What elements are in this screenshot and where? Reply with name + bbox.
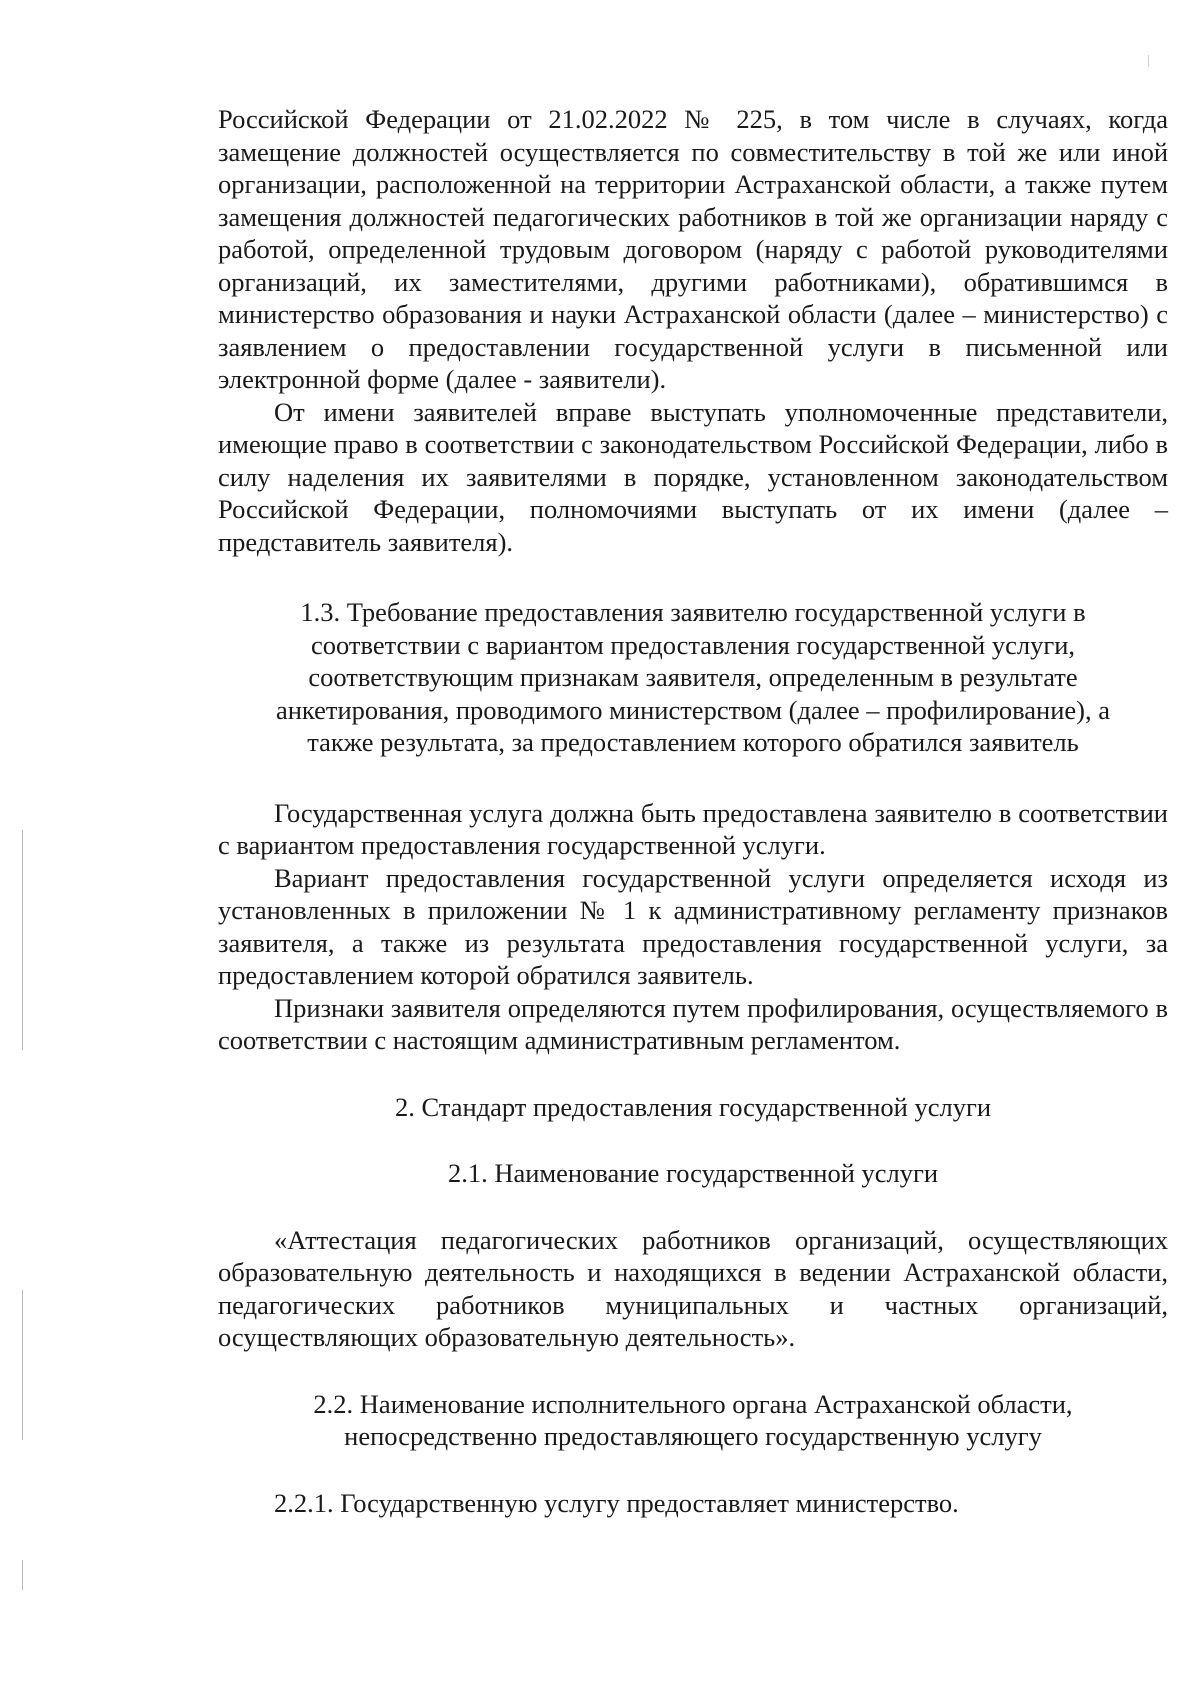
section-heading-2-2: 2.2. Наименование исполнительного органа Астраханской области, непосредственно предоставляющего государственную услугу (313, 1388, 1073, 1451)
margin-binding-line (22, 1290, 23, 1440)
section-heading-1-3: 1.3. Требование предоставления заявителю государственной услуги в соответствии с вариантом предоставления государственной услуги, соответствующим признакам заявителя, определенным в результате анкетирования, проводимого министерством (далее – профилирование), а также результата, за предоставлением которого обратился заявитель (275, 597, 1111, 757)
margin-binding-line (22, 1560, 23, 1590)
paragraph-applicant-attributes: Признаки заявителя определяются путем профилирования, осуществляемого в соответствии с настоящим административным регламентом. (218, 992, 1168, 1055)
margin-binding-line (22, 830, 23, 1050)
paragraph-representatives: От имени заявителей вправе выступать уполномоченные представители, имеющие право в соответствии с законодательством Российской Федерации, либо в силу наделения их заявителями в порядке, установленном законодательством Российской Федерации, полномочиями выступать от их имени (далее – представитель заявителя). (218, 396, 1168, 557)
document-body (218, 103, 1168, 1519)
paragraph-service-variant: Государственная услуга должна быть предоставлена заявителю в соответствии с вариантом предоставления государственной услуги. (218, 797, 1168, 860)
section-heading-2-1: 2.1. Наименование государственной услуги (447, 1158, 939, 1188)
paragraph-2-2-1: 2.2.1. Государственную услугу предоставляет министерство. (274, 1487, 959, 1518)
paragraph-service-name: «Аттестация педагогических работников организаций, осуществляющих образовательную деятельность и находящихся в ведении Астраханской области, педагогических работников муниципальных и частных организаций, осуществляющих образовательную деятельность». (218, 1224, 1168, 1352)
paragraph-variant-determination: Вариант предоставления государственной услуги определяется исходя из установленных в приложении № 1 к административному регламенту признаков заявителя, а также из результата предоставления государственной услуги, за предоставлением которой обратился заявитель. (218, 862, 1168, 990)
section-heading-2: 2. Стандарт предоставления государственной услуги (394, 1091, 992, 1122)
scan-mark (1148, 55, 1149, 67)
paragraph-applicants: Российской Федерации от 21.02.2022 № 225, в том числе в случаях, когда замещение должностей осуществляется по совместительству в той же или иной организации, расположенной на территории Астраханской области, а также путем замещения должностей педагогических работников в той же организации наряду с работой, определенной трудовым договором (наряду с работой руководителями организаций, их заместителями, другими работниками), обратившимся в министерство образования и науки Астраханской области (далее – министерство) с заявлением о предоставлении государственной услуги в письменной или электронной форме (далее - заявители). (218, 104, 1168, 394)
